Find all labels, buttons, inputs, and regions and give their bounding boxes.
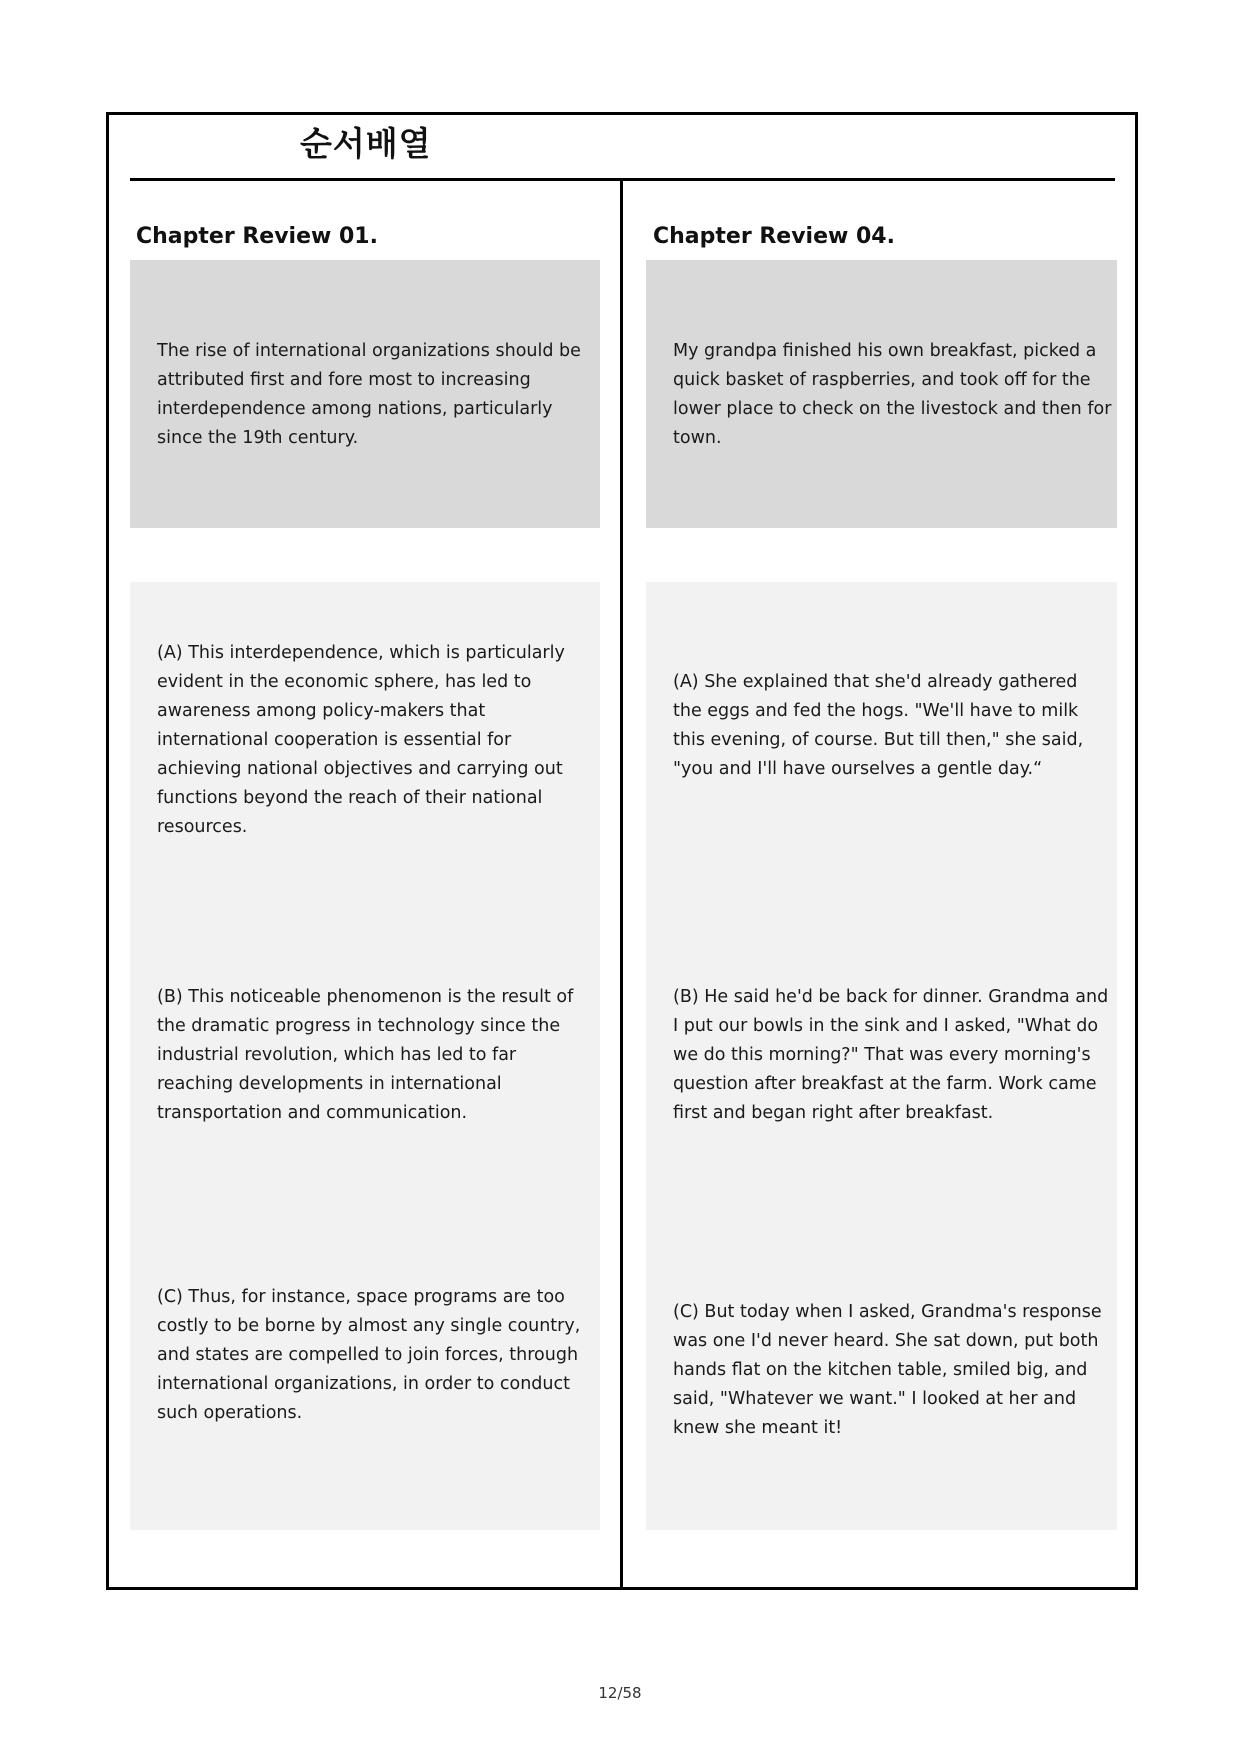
page-title: 순서배열 bbox=[300, 124, 432, 163]
left-option-a: (A) This interdependence, which is particularly evident in the economic sphere, has led to awareness among policy-makers that international cooperation is essential for achieving national objectives and carrying out functions beyond the reach of their national resources. bbox=[157, 643, 565, 837]
left-chapter-heading: Chapter Review 01. bbox=[136, 224, 378, 249]
page-number: 12/58 bbox=[598, 1684, 642, 1702]
left-intro-text: The rise of international organizations should be attributed first and fore most to increasing interdependence among nations, particularly since the 19th century. bbox=[157, 341, 581, 448]
right-option-b: (B) He said he'd be back for dinner. Grandma and I put our bowls in the sink and I asked, "What do we do this morning?" That was every morning's question after breakfast at the farm. Work came first and began right after breakfast. bbox=[673, 987, 1109, 1123]
right-chapter-heading: Chapter Review 04. bbox=[653, 224, 895, 249]
right-intro-text: My grandpa finished his own breakfast, picked a quick basket of raspberries, and took off for the lower place to check on the livestock and then for town. bbox=[673, 341, 1112, 448]
column-divider bbox=[620, 178, 623, 1590]
right-option-a: (A) She explained that she'd already gathered the eggs and fed the hogs. "We'll have to milk this evening, of course. But till then," she said, "you and I'll have ourselves a gentle day.“ bbox=[673, 672, 1084, 779]
left-option-b: (B) This noticeable phenomenon is the result of the dramatic progress in technology since the industrial revolution, which has led to far reaching developments in international transportation and communication. bbox=[157, 987, 574, 1123]
left-option-c: (C) Thus, for instance, space programs are too costly to be borne by almost any single country, and states are compelled to join forces, through international organizations, in order to conduct such operations. bbox=[157, 1287, 581, 1423]
right-option-c: (C) But today when I asked, Grandma's response was one I'd never heard. She sat down, put both hands flat on the kitchen table, smiled big, and said, "Whatever we want." I looked at her and knew she meant it! bbox=[673, 1302, 1102, 1438]
